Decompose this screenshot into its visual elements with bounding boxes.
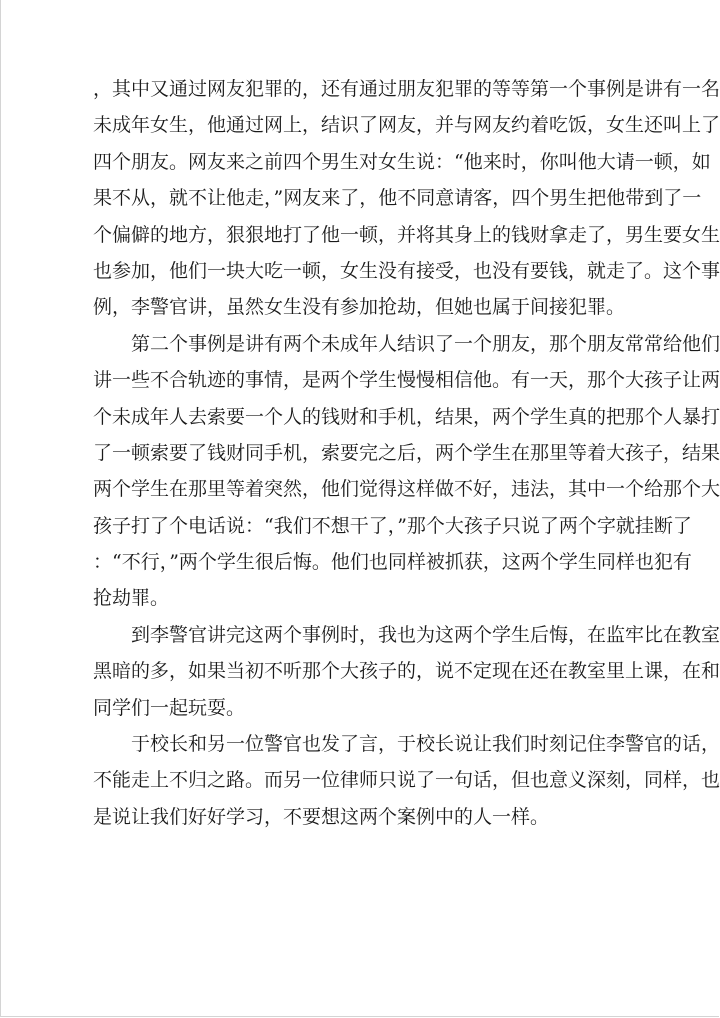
paragraph-4 [93,726,720,835]
paragraph-2 [93,326,720,617]
text-line: 个偏僻的地方，狠狠地打了他一顿，并将其身上的钱财拿走了，男生要女生 [93,223,720,246]
text-line: 孩子打了个电话说：“我们不想干了，”那个大孩子只说了两个字就挂断了 [93,514,692,537]
text-line: 不能走上不归之路。而另一位律师只说了一句话，但也意义深刻，同样，也 [93,769,720,792]
text-line: 到李警官讲完这两个事例时，我也为这两个学生后悔，在监牢比在教室 [131,623,720,646]
text-line: 第二个事例是讲有两个未成年人结识了一个朋友，那个朋友常常给他们 [131,332,720,355]
text-line: 例，李警官讲，虽然女生没有参加抢劫，但她也属于间接犯罪。 [93,296,626,319]
text-line: 未成年女生，他通过网上，结识了网友，并与网友约着吃饭，女生还叫上了 [93,114,720,137]
paragraph-3 [93,617,720,726]
paragraph-1 [93,71,720,326]
text-line: 个未成年人去索要一个人的钱财和手机，结果，两个学生真的把那个人暴打 [93,405,720,428]
text-line: 果不从，就不让他走，”网友来了，他不同意请客，四个男生把他带到了一 [93,187,702,210]
text-line: 也参加，他们一块大吃一顿，女生没有接受，也没有要钱，就走了。这个事 [93,259,720,282]
text-line: 两个学生在那里等着突然，他们觉得这样做不好，违法，其中一个给那个大 [93,478,720,501]
text-line: 抢劫罪。 [93,587,170,610]
document-body [93,71,720,835]
text-line: 是说让我们好好学习，不要想这两个案例中的人一样。 [93,805,550,828]
text-line: 四个朋友。网友来之前四个男生对女生说：“他来时，你叫他大请一顿，如 [93,150,711,173]
text-line: 于校长和另一位警官也发了言，于校长说让我们时刻记住李警官的话， [131,733,720,756]
text-line: ，其中又通过网友犯罪的，还有通过朋友犯罪的等等第一个事例是讲有一名 [93,78,720,100]
text-line: 讲一些不合轨迹的事情，是两个学生慢慢相信他。有一天，那个大孩子让两 [93,369,720,392]
text-line: 了一顿索要了钱财同手机，索要完之后，两个学生在那里等着大孩子，结果 [93,441,720,464]
text-line: 同学们一起玩耍。 [93,696,246,719]
text-line: ：“不行，”两个学生很后悔。他们也同样被抓获，这两个学生同样也犯有 [93,551,692,574]
text-line: 黑暗的多，如果当初不听那个大孩子的，说不定现在还在教室里上课，在和 [93,660,720,683]
